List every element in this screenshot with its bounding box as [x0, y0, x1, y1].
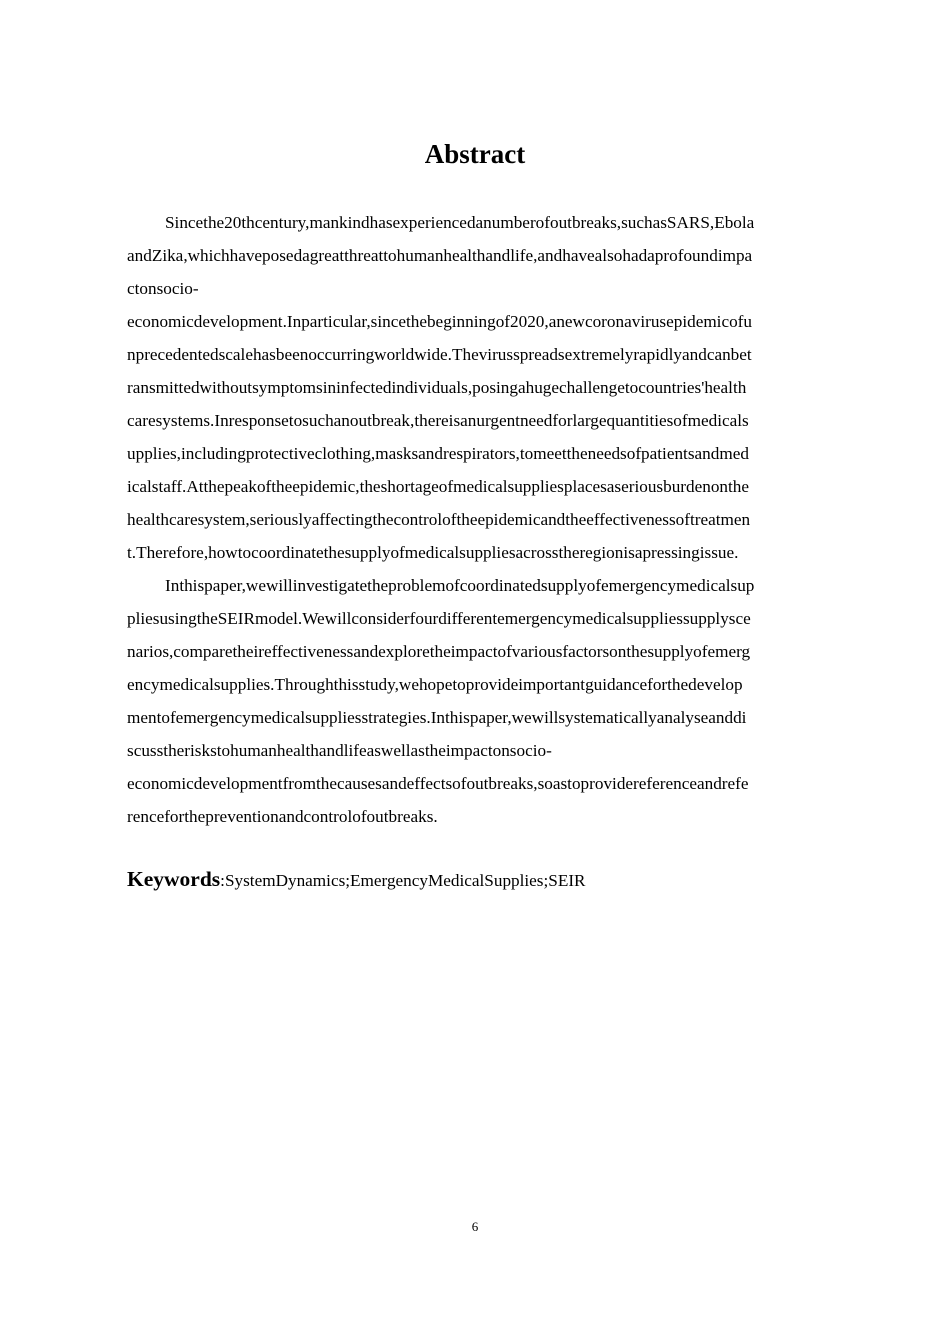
text-line: ctonsocio-	[127, 279, 199, 298]
text-line: healthcaresystem,seriouslyaffectingthecontroloftheepidemicandtheeffectivenessoftreatmen	[127, 510, 751, 529]
text-line: renceforthepreventionandcontrolofoutbreaks.	[127, 807, 438, 826]
text-line: upplies,includingprotectiveclothing,masksandrespirators,tomeettheneedsofpatientsandmed	[127, 444, 749, 463]
page-number: 6	[471, 1219, 479, 1234]
abstract-title: Abstract	[424, 139, 526, 169]
keywords-separator: :	[220, 871, 225, 890]
text-line: economicdevelopment.Inparticular,sincethebeginningof2020,anewcoronavirusepidemicofu	[127, 312, 753, 331]
keywords-label: Keywords	[127, 867, 221, 891]
text-line: caresystems.Inresponsetosuchanoutbreak,thereisanurgentneedforlargequantitiesofmedicals	[127, 411, 749, 430]
text-line: t.Therefore,howtocoordinatethesupplyofmedicalsuppliesacrosstheregionisapressingissue.	[127, 543, 739, 562]
abstract-paragraph-2	[127, 569, 823, 833]
text-line: encymedicalsupplies.Throughthisstudy,wehopetoprovideimportantguidanceforthedevelop	[127, 675, 743, 694]
text-line: nprecedentedscalehasbeenoccurringworldwide.Thevirusspreadsextremelyrapidlyandcanbet	[127, 345, 752, 364]
text-line: Sincethe20thcentury,mankindhasexperiencedanumberofoutbreaks,suchasSARS,Ebola	[165, 213, 755, 232]
text-line: narios,comparetheireffectivenessandexploretheimpactofvariousfactorsonthesupplyofemerg	[127, 642, 751, 661]
keywords-line	[127, 862, 586, 896]
text-line: pliesusingtheSEIRmodel.Wewillconsiderfourdifferentemergencymedicalsuppliessupplysce	[127, 609, 751, 628]
abstract-paragraph-1	[127, 206, 823, 569]
keywords-values: SystemDynamics;EmergencyMedicalSupplies;SEIR	[224, 871, 586, 890]
text-line: economicdevelopmentfromthecausesandeffectsofoutbreaks,soastoprovidereferenceandrefe	[127, 774, 749, 793]
text-line: mentofemergencymedicalsuppliesstrategies.Inthispaper,wewillsystematicallyanalyseanddi	[127, 708, 747, 727]
text-line: scusstheriskstohumanhealthandlifeaswellastheimpactonsocio-	[127, 741, 552, 760]
text-line: Inthispaper,wewillinvestigatetheproblemofcoordinatedsupplyofemergencymedicalsup	[165, 576, 755, 595]
text-line: andZika,whichhaveposedagreatthreattohumanhealthandlife,andhavealsohadaprofoundimpa	[127, 246, 753, 265]
text-line: icalstaff.Atthepeakoftheepidemic,theshortageofmedicalsuppliesplacesaseriousburdenonthe	[127, 477, 750, 496]
abstract-body	[127, 206, 823, 833]
text-line: ransmittedwithoutsymptomsininfectedindividuals,posingahugechallengetocountries'health	[127, 378, 747, 397]
